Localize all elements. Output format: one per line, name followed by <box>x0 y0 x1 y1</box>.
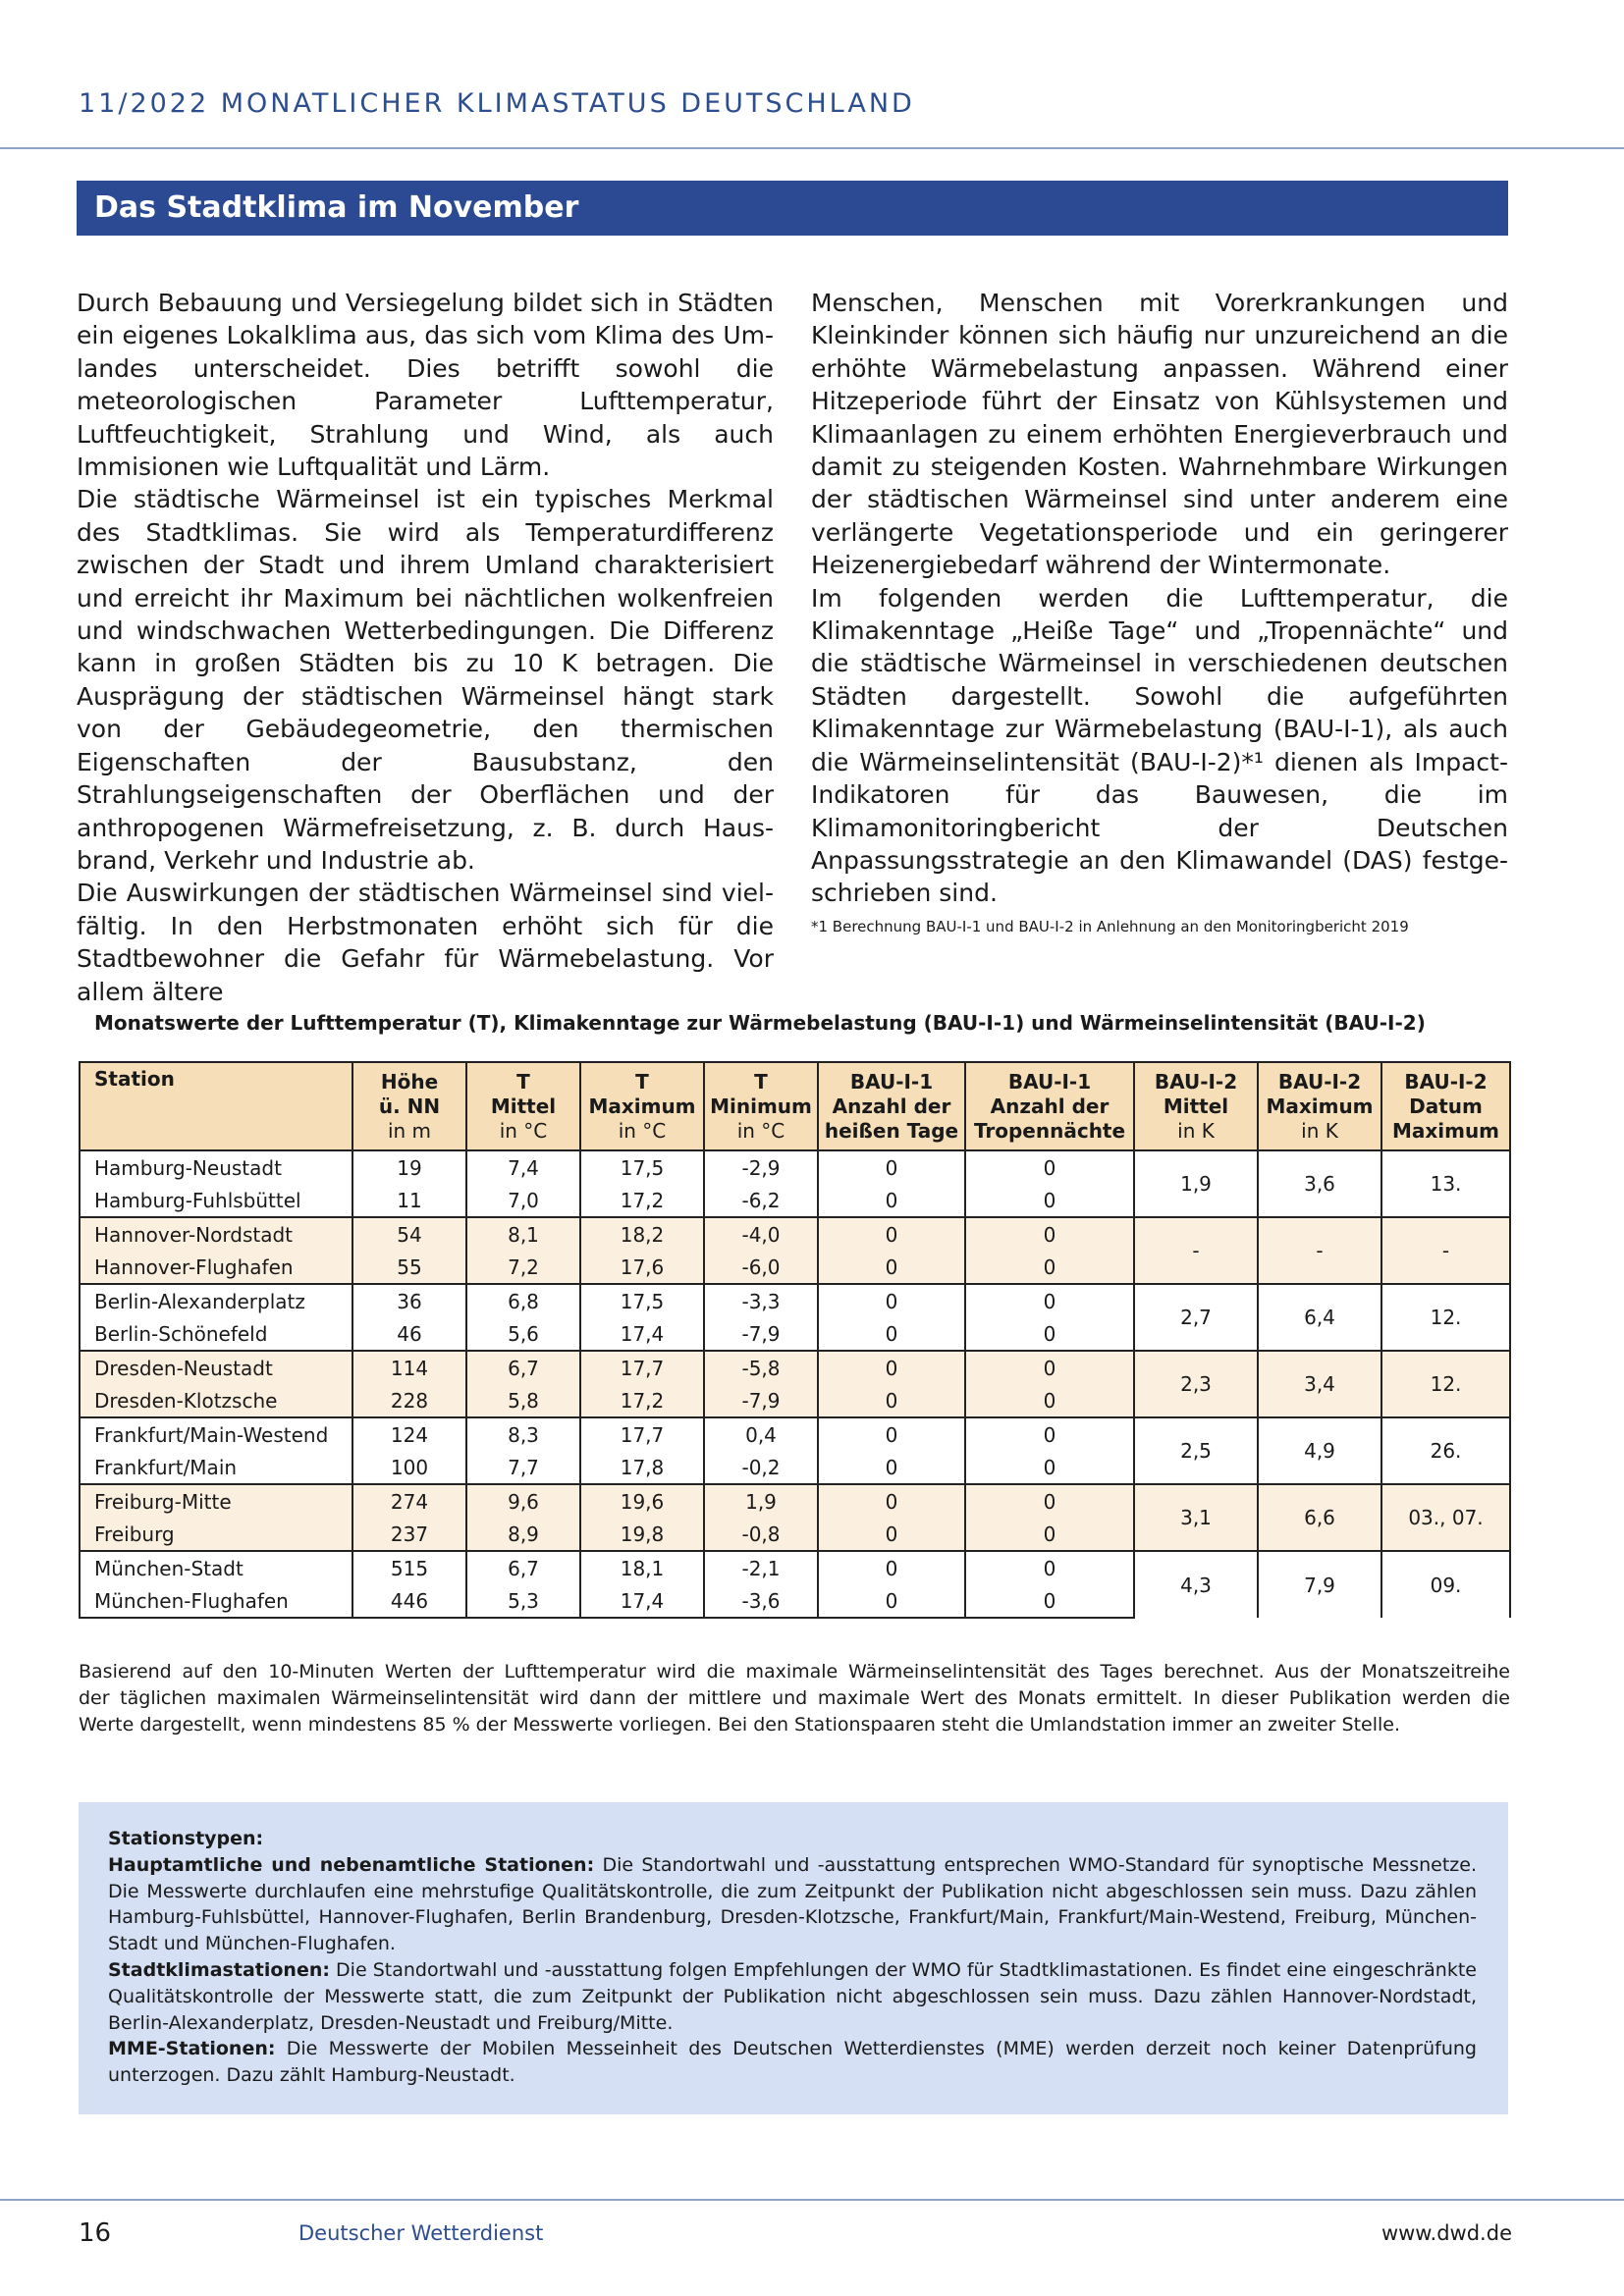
station-name-cell: München-Flughafen <box>80 1584 352 1618</box>
table-cell: 36 <box>352 1284 466 1317</box>
table-cell: 237 <box>352 1518 466 1551</box>
station-name-cell: München-Stadt <box>80 1551 352 1584</box>
footer-publisher: Deutscher Wetterdienst <box>298 2221 544 2245</box>
table-cell: 0,4 <box>704 1417 818 1451</box>
bau-i-2-cell: 2,3 <box>1134 1351 1258 1417</box>
column-header: Station <box>80 1062 352 1150</box>
table-cell: 0 <box>965 1150 1134 1184</box>
section-title: Das Stadtklima im November <box>77 181 1508 236</box>
page-number: 16 <box>79 2218 112 2248</box>
footer-divider <box>0 2199 1624 2201</box>
station-type-entry: MME-Stationen: Die Messwerte der Mobilen Messeinheit des Deutschen Wetterdienstes (MME) werden derzeit noch keiner Datenprüfung unterzogen. Dazu zählt Hamburg-Neustadt. <box>108 2038 1477 2087</box>
table-cell: 0 <box>818 1551 965 1584</box>
bau-i-2-cell: 6,6 <box>1258 1484 1381 1551</box>
table-row <box>80 1217 1510 1251</box>
table-cell: 0 <box>965 1451 1134 1484</box>
table-cell: 0 <box>818 1217 965 1251</box>
station-types-box <box>79 1802 1508 2114</box>
station-name-cell: Hannover-Flughafen <box>80 1251 352 1284</box>
column-header: BAU-I-2 Maximum in K <box>1258 1062 1381 1150</box>
station-name-cell: Berlin-Schönefeld <box>80 1317 352 1351</box>
bau-i-2-cell: - <box>1258 1217 1381 1284</box>
table-cell: 8,9 <box>466 1518 580 1551</box>
station-type-entry: Hauptamtliche und nebenamtliche Stationen: Die Standortwahl und -ausstattung entsprechen WMO-Standard für synoptische Messnetze. Die Messwerte durchlaufen eine mehrstufige Qualitätskontrolle, die zum Zeitpunkt der Publikation nicht abgeschlossen sein muss. Dazu zählen Hamburg-Fuhlsbüttel, Hannover-Flughafen, Berlin Brandenburg, Dresden-Klotzsche, Frankfurt/Main, Frankfurt/Main-Westend, Freiburg, München-Stadt und München-Flughafen. <box>108 1853 1477 1955</box>
table-cell: -3,6 <box>704 1584 818 1618</box>
bau-i-2-cell: 3,1 <box>1134 1484 1258 1551</box>
table-cell: 17,4 <box>580 1584 704 1618</box>
table-cell: 0 <box>965 1417 1134 1451</box>
body-paragraph: Die städtische Wärmeinsel ist ein typisches Merkmal des Stadtklimas. Sie wird als Temperaturdifferenz zwischen der Stadt und ihrem Umland charakterisiert und erreicht ihr Maximum bei nächtlichen wolkenfreien und windschwachen Wetterbedingungen. Die Differenz kann in großen Städten bis zu 10 K betragen. Die Ausprägung der städtischen Wärmeinsel hängt stark von der Gebäudegeometrie, den thermischen Eigenschaften der Bausubstanz, den Strahlungseigenschaften der Oberflächen und der anthropogenen Wärmefreisetzung, z. B. durch Hausbrand, Verkehr und Industrie ab. <box>77 485 774 875</box>
table-cell: 0 <box>965 1184 1134 1217</box>
table-cell: 17,2 <box>580 1384 704 1417</box>
table-cell: -0,8 <box>704 1518 818 1551</box>
table-cell: 0 <box>965 1484 1134 1518</box>
table-cell: 6,8 <box>466 1284 580 1317</box>
table-cell: 0 <box>965 1518 1134 1551</box>
bau-i-2-cell: 1,9 <box>1134 1150 1258 1217</box>
table-cell: 17,5 <box>580 1150 704 1184</box>
bau-i-2-cell: - <box>1381 1217 1510 1284</box>
table-cell: 100 <box>352 1451 466 1484</box>
bau-i-2-cell: 2,5 <box>1134 1417 1258 1484</box>
table-cell: 55 <box>352 1251 466 1284</box>
table-cell: 17,2 <box>580 1184 704 1217</box>
table-cell: 0 <box>818 1351 965 1384</box>
column-header: BAU-I-2 Datum Maximum <box>1381 1062 1510 1150</box>
table-cell: 46 <box>352 1317 466 1351</box>
footnote: *1 Berechnung BAU-I-1 und BAU-I-2 in Anlehnung an den Monitoringbericht 2019 <box>811 918 1409 935</box>
column-header: BAU-I-1 Anzahl der Tropennächte <box>965 1062 1134 1150</box>
column-header: BAU-I-2 Mittel in K <box>1134 1062 1258 1150</box>
station-name-cell: Freiburg-Mitte <box>80 1484 352 1518</box>
bau-i-2-cell: 3,6 <box>1258 1150 1381 1217</box>
bau-i-2-cell: 13. <box>1381 1150 1510 1217</box>
table-cell: 17,8 <box>580 1451 704 1484</box>
table-cell: 0 <box>965 1551 1134 1584</box>
table-cell: 0 <box>818 1317 965 1351</box>
table-row <box>80 1551 1510 1584</box>
table-cell: 446 <box>352 1584 466 1618</box>
table-cell: 54 <box>352 1217 466 1251</box>
table-cell: -6,0 <box>704 1251 818 1284</box>
table-note-line: Werte dargestellt, wenn mindestens 85 % der Messwerte vorliegen. Bei den Stationspaaren steht die Umlandstation immer an zweiter Stelle. <box>79 1714 1401 1735</box>
table-cell: 18,2 <box>580 1217 704 1251</box>
bau-i-2-cell: 3,4 <box>1258 1351 1381 1417</box>
table-cell: 19,8 <box>580 1518 704 1551</box>
table-cell: 7,7 <box>466 1451 580 1484</box>
table-cell: 515 <box>352 1551 466 1584</box>
bau-i-2-cell: 12. <box>1381 1351 1510 1417</box>
table-row <box>80 1484 1510 1518</box>
table-cell: -4,0 <box>704 1217 818 1251</box>
table-cell: 0 <box>965 1284 1134 1317</box>
body-paragraph: Durch Bebauung und Versiegelung bildet sich in Städten ein eigenes Lokalklima aus, das sich vom Klima des Umlandes unterscheidet. Dies betrifft sowohl die meteorologischen Parameter Lufttemperatur, Luftfeuchtigkeit, Strahlung und Wind, als auch Immisionen wie Luftqualität und Lärm. <box>77 289 774 482</box>
table-cell: 6,7 <box>466 1551 580 1584</box>
table-cell: 274 <box>352 1484 466 1518</box>
bau-i-2-cell: 6,4 <box>1258 1284 1381 1351</box>
table-cell: 5,6 <box>466 1317 580 1351</box>
station-name-cell: Hamburg-Neustadt <box>80 1150 352 1184</box>
station-types-heading: Stationstypen: <box>108 1828 264 1849</box>
table-cell: -0,2 <box>704 1451 818 1484</box>
table-cell: 0 <box>818 1417 965 1451</box>
body-column-right <box>811 287 1508 910</box>
climate-table <box>79 1061 1511 1619</box>
station-type-entry: Stadtklimastationen: Die Standortwahl und -ausstattung folgen Empfehlungen der WMO für Stadtklimastationen. Es findet eine eingeschränkte Qualitätskontrolle der Messwerte statt, die zum Zeitpunkt der Publikation nicht abgeschlossen sein muss. Dazu zählen Hannover-Nordstadt, Berlin-Alexanderplatz, Dresden-Neustadt und Freiburg/Mitte. <box>108 1958 1477 2034</box>
table-body <box>80 1150 1510 1618</box>
table-cell: 124 <box>352 1417 466 1451</box>
table-cell: 19 <box>352 1150 466 1184</box>
table-cell: 7,0 <box>466 1184 580 1217</box>
table-cell: 0 <box>818 1484 965 1518</box>
table-cell: 0 <box>965 1251 1134 1284</box>
body-paragraph: Menschen, Menschen mit Vorerkrankungen und Kleinkinder können sich häufig nur unzureichend an die erhöhte Wärmebelastung anpassen. Während einer Hitzeperiode führt der Einsatz von Kühlsystemen und Klimaanlagen zu einem erhöhten Energieverbrauch und damit zu steigenden Kosten. Wahrnehmbare Wirkungen der städtischen Wärmeinsel sind unter anderem eine verlängerte Vegetationsperiode und ein geringerer Heizenergiebedarf während der Wintermonate. <box>811 289 1508 580</box>
table-cell: 19,6 <box>580 1484 704 1518</box>
body-paragraph: Die Auswirkungen der städtischen Wärmeinsel sind vielfältig. In den Herbstmonaten erhöht sich für die Stadtbewohner die Gefahr für Wärmebelastung. Vor allem ältere <box>77 879 774 1006</box>
table-cell: 0 <box>818 1384 965 1417</box>
table-cell: 0 <box>965 1317 1134 1351</box>
table-cell: -2,9 <box>704 1150 818 1184</box>
table-cell: 8,1 <box>466 1217 580 1251</box>
table-note-line: der täglichen maximalen Wärmeinselintensität wird dann der mittlere und maximale Wert des Monats ermittelt. In dieser Publikation werden die <box>79 1687 1510 1709</box>
table-cell: 5,8 <box>466 1384 580 1417</box>
footer-website: www.dwd.de <box>1380 2221 1512 2245</box>
bau-i-2-cell: 4,3 <box>1134 1551 1258 1618</box>
table-cell: 8,3 <box>466 1417 580 1451</box>
header-title: 11/2022 MONATLICHER KLIMASTATUS DEUTSCHLAND <box>79 88 915 119</box>
header-divider <box>0 147 1624 149</box>
table-cell: 0 <box>818 1184 965 1217</box>
table-cell: 228 <box>352 1384 466 1417</box>
table-cell: -5,8 <box>704 1351 818 1384</box>
table-cell: -2,1 <box>704 1551 818 1584</box>
table-cell: -7,9 <box>704 1317 818 1351</box>
column-header: T Minimum in °C <box>704 1062 818 1150</box>
bau-i-2-cell: 26. <box>1381 1417 1510 1484</box>
bau-i-2-cell: 7,9 <box>1258 1551 1381 1618</box>
table-cell: 17,6 <box>580 1251 704 1284</box>
table-cell: 9,6 <box>466 1484 580 1518</box>
table-row <box>80 1150 1510 1184</box>
table-cell: 11 <box>352 1184 466 1217</box>
table-cell: 1,9 <box>704 1484 818 1518</box>
table-cell: 0 <box>818 1284 965 1317</box>
station-name-cell: Frankfurt/Main <box>80 1451 352 1484</box>
table-cell: 17,4 <box>580 1317 704 1351</box>
table-cell: 5,3 <box>466 1584 580 1618</box>
table-row <box>80 1284 1510 1317</box>
station-name-cell: Berlin-Alexanderplatz <box>80 1284 352 1317</box>
table-cell: 0 <box>965 1584 1134 1618</box>
bau-i-2-cell: 03., 07. <box>1381 1484 1510 1551</box>
column-header: Höhe ü. NN in m <box>352 1062 466 1150</box>
table-cell: 6,7 <box>466 1351 580 1384</box>
table-cell: 0 <box>818 1518 965 1551</box>
table-cell: 17,7 <box>580 1351 704 1384</box>
table-cell: 114 <box>352 1351 466 1384</box>
bau-i-2-cell: 4,9 <box>1258 1417 1381 1484</box>
station-name-cell: Hannover-Nordstadt <box>80 1217 352 1251</box>
table-note <box>79 1659 1510 1738</box>
table-cell: 18,1 <box>580 1551 704 1584</box>
table-header-row <box>80 1062 1510 1150</box>
column-header: T Maximum in °C <box>580 1062 704 1150</box>
station-name-cell: Hamburg-Fuhlsbüttel <box>80 1184 352 1217</box>
table-cell: 0 <box>965 1351 1134 1384</box>
bau-i-2-cell: 12. <box>1381 1284 1510 1351</box>
station-name-cell: Freiburg <box>80 1518 352 1551</box>
body-column-left <box>77 287 774 1008</box>
table-cell: 0 <box>818 1251 965 1284</box>
table-cell: 0 <box>818 1451 965 1484</box>
body-paragraph: Im folgenden werden die Lufttemperatur, die Klimakenntage „Heiße Tage“ und „Tropennächte“ und die städtische Wärmeinsel in verschiedenen deutschen Städten dargestellt. Sowohl die aufgeführten Klimakenntage zur Wärmebelastung (BAU-I-1), als auch die Wärmeinselintensität (BAU-I-2)*¹ dienen als Impact-Indikatoren für das Bauwesen, die im Klimamonitoringbericht der Deutschen Anpassungsstrategie an den Klimawandel (DAS) festgeschrieben sind. <box>811 583 1508 908</box>
bau-i-2-cell: 09. <box>1381 1551 1510 1618</box>
table-caption: Monatswerte der Lufttemperatur (T), Klimakenntage zur Wärmebelastung (BAU-I-1) und Wärmeinselintensität (BAU-I-2) <box>94 1011 1426 1035</box>
table-cell: -7,9 <box>704 1384 818 1417</box>
table-cell: 17,7 <box>580 1417 704 1451</box>
station-name-cell: Dresden-Klotzsche <box>80 1384 352 1417</box>
table-cell: 7,4 <box>466 1150 580 1184</box>
table-cell: -3,3 <box>704 1284 818 1317</box>
bau-i-2-cell: 2,7 <box>1134 1284 1258 1351</box>
table-note-line: Basierend auf den 10-Minuten Werten der Lufttemperatur wird die maximale Wärmeinselintensität des Tages berechnet. Aus der Monatszeitreihe <box>79 1661 1510 1682</box>
table-row <box>80 1351 1510 1384</box>
table-cell: 7,2 <box>466 1251 580 1284</box>
station-name-cell: Frankfurt/Main-Westend <box>80 1417 352 1451</box>
table-cell: 17,5 <box>580 1284 704 1317</box>
table-cell: 0 <box>818 1584 965 1618</box>
bau-i-2-cell: - <box>1134 1217 1258 1284</box>
column-header: T Mittel in °C <box>466 1062 580 1150</box>
station-name-cell: Dresden-Neustadt <box>80 1351 352 1384</box>
column-header: BAU-I-1 Anzahl der heißen Tage <box>818 1062 965 1150</box>
table-cell: 0 <box>965 1217 1134 1251</box>
table-cell: 0 <box>965 1384 1134 1417</box>
table-row <box>80 1417 1510 1451</box>
table-cell: -6,2 <box>704 1184 818 1217</box>
table-cell: 0 <box>818 1150 965 1184</box>
